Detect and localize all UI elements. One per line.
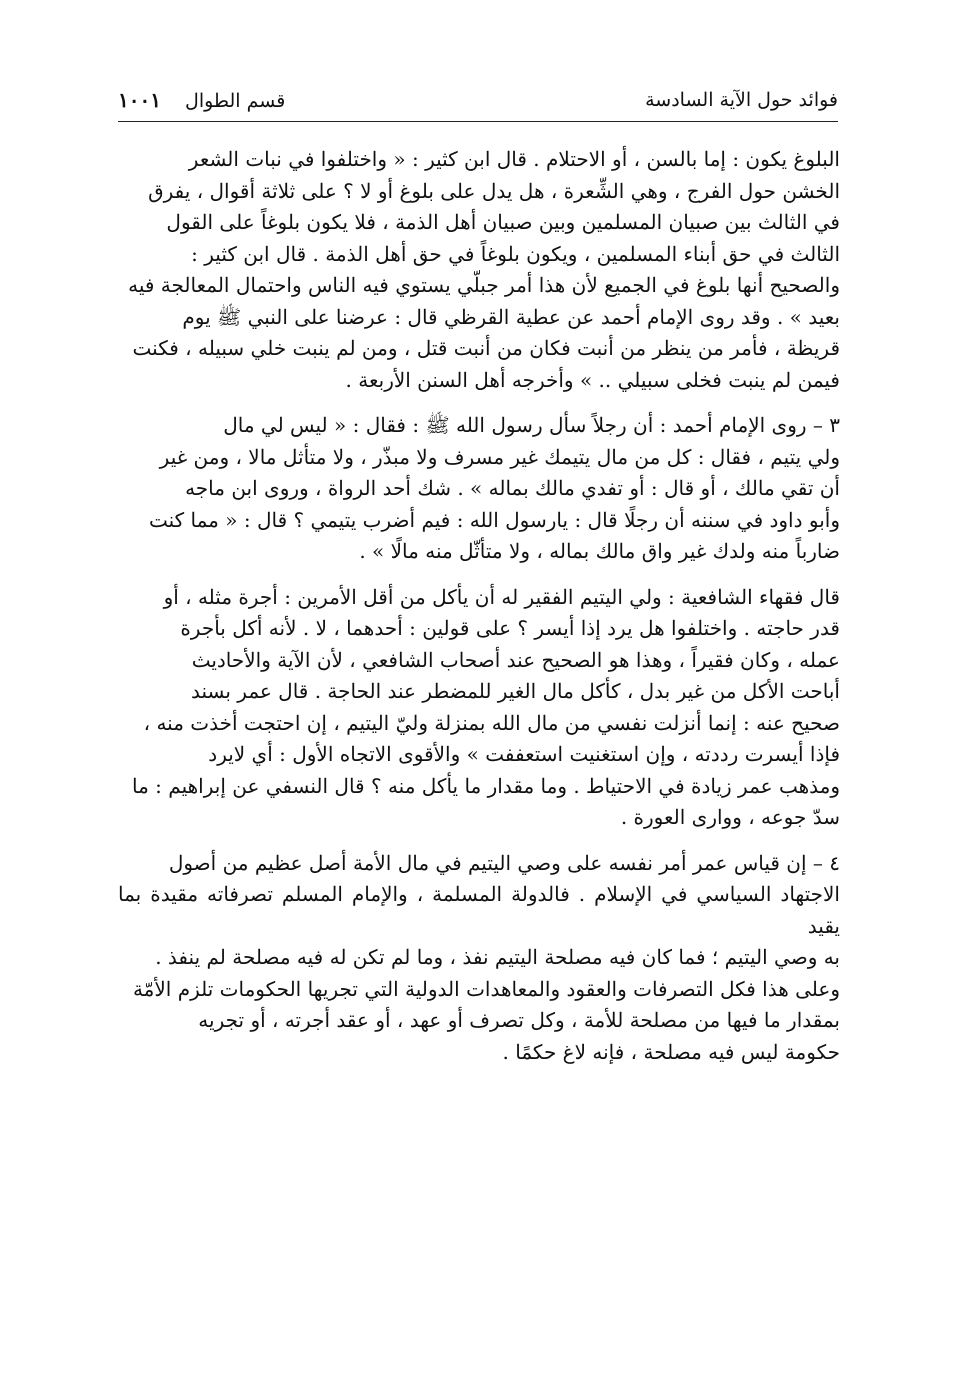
page-number: ١٠٠١ [118, 88, 161, 112]
section-title: فوائد حول الآية السادسة [645, 89, 838, 111]
paragraph: ٤ – إن قياس عمر أمر نفسه على وصي اليتيم في مال الأمة أصل عظيم من أصول الاجتهاد السياسي في الإسلام . فالدولة المسلمة ، والإمام المسلم تصرفاته مقيدة بما يقيد به وصي اليتيم ؛ فما كان فيه مصلحة اليتيم نفذ ، وما لم تكن له فيه مصلحة لم ينفذ . وعلى هذا فكل التصرفات والعقود والمعاهدات الدولية التي تجريها الحكومات تلزم الأمّة بمقدار ما فيها من مصلحة للأمة ، وكل تصرف أو عهد ، أو عقد أجرته ، أو تجريه حكومة ليس فيه مصلحة ، فإنه لاغ حكمًا . [118, 850, 840, 1064]
page-header [118, 86, 838, 118]
part-name: قسم الطوال [185, 90, 286, 112]
paragraph: ٣ – روى الإمام أحمد : أن رجلاً سأل رسول الله ﷺ : فقال : « ليس لي مال ولي يتيم ، فقال : كل من مال يتيمك غير مسرف ولا مبذّر ، ولا متأثل مالا ، ومن غير أن تقي مالك ، أو قال : أو تفدي مالك بماله » . شك أحد الرواة ، وروى ابن ماجه وأبو داود في سننه أن رجلًا قال : يارسول الله : فيم أضرب يتيمي ؟ قال : « مما كنت ضارباً منه ولدك غير واق مالك بماله ، ولا متأثّل منه مالًا » . [148, 413, 840, 563]
paragraph: البلوغ يكون : إما بالسن ، أو الاحتلام . قال ابن كثير : « واختلفوا في نبات الشعر الخشن حول الفرج ، وهي الشِّعرة ، هل يدل على بلوغ أو لا ؟ على ثلاثة أقوال ، يفرق في الثالث بين صبيان المسلمين وبين صبيان أهل الذمة ، فلا يكون بلوغاً على القول الثالث في حق أبناء المسلمين ، ويكون بلوغاً في حق أهل الذمة . قال ابن كثير : والصحيح أنها بلوغ في الجميع لأن هذا أمر جبلّي يستوي فيه الناس واحتمال المعالجة فيه بعيد » . وقد روى الإمام أحمد عن عطية القرظي قال : عرضنا على النبي ﷺ يوم قريظة ، فأمر من ينظر من أنبت فكان من أنبت قتل ، ومن لم ينبت خلي سبيله ، فكنت فيمن لم ينبت فخلى سبيلي .. » وأخرجه أهل السنن الأربعة . [128, 147, 840, 392]
paragraph: قال فقهاء الشافعية : ولي اليتيم الفقير له أن يأكل من أقل الأمرين : أجرة مثله ، أو قدر حاجته . واختلفوا هل يرد إذا أيسر ؟ على قولين : أحدهما ، لا . لأنه أكل بأجرة عمله ، وكان فقيراً ، وهذا هو الصحيح عند أصحاب الشافعي ، لأن الآية والأحاديث أباحت الأكل من غير بدل ، كأكل مال الغير للمضطر عند الحاجة . قال عمر بسند صحيح عنه : إنما أنزلت نفسي من مال الله بمنزلة وليّ اليتيم ، إن احتجت أخذت منه ، فإذا أيسرت رددته ، وإن استغنيت استعففت » والأقوى الاتجاه الأول : أي لايرد ومذهب عمر زيادة في الاحتياط . وما مقدار ما يأكل منه ؟ قال النسفي عن إبراهيم : ما سدّ جوعه ، ووارى العورة . [132, 584, 840, 829]
header-divider [118, 121, 838, 122]
page-body [118, 144, 840, 1068]
header-left-group [118, 86, 285, 115]
